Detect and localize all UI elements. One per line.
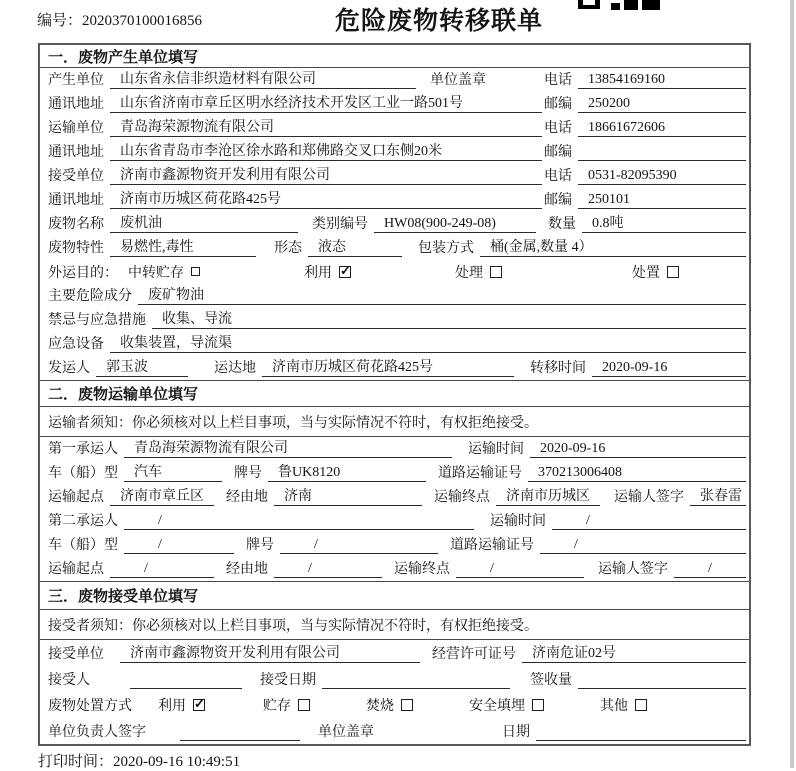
producer-unit-label: 产生单位 bbox=[48, 73, 104, 88]
producer-zip-label: 邮编 bbox=[544, 97, 572, 112]
dispose-checkbox bbox=[667, 266, 679, 278]
scrollbar-track[interactable] bbox=[790, 0, 794, 768]
page-title: 危险废物转移联单 bbox=[334, 7, 543, 35]
treat-checkbox bbox=[490, 266, 502, 278]
transporter-unit-label: 运输单位 bbox=[48, 121, 104, 136]
producer-unit-value: 山东省永信非织造材料有限公司 bbox=[110, 68, 416, 89]
checkbox-label: 其他 bbox=[600, 699, 628, 714]
receiver-zip-value: 250101 bbox=[578, 192, 746, 209]
business-permit-label: 经营许可证号 bbox=[432, 647, 516, 662]
received-amount-label: 签收量 bbox=[530, 673, 572, 688]
receiver-unit-label: 接受单位 bbox=[48, 169, 104, 184]
packing-label: 包装方式 bbox=[418, 241, 474, 256]
section2-header: 二．废物运输单位填写 bbox=[40, 380, 749, 407]
checkbox-label: 处理 bbox=[455, 266, 483, 281]
manifest-form-table bbox=[38, 43, 751, 746]
signoff-date-value bbox=[536, 724, 746, 741]
receiver-zip-label: 邮编 bbox=[544, 193, 572, 208]
purpose-option-transfer-storage bbox=[128, 262, 200, 282]
responsible-sign-label: 单位负责人签字 bbox=[48, 725, 146, 740]
transfer-purpose-label: 外运目的： bbox=[48, 266, 118, 281]
route1-sign-value: 张春雷 bbox=[690, 485, 746, 506]
destination-label: 运达地 bbox=[214, 361, 256, 376]
receiver-seal-label: 单位盖章 bbox=[318, 725, 374, 740]
route1-via-value: 济南 bbox=[274, 485, 422, 506]
route1-row bbox=[40, 485, 749, 509]
receiver-address-value: 济南市历城区荷花路425号 bbox=[110, 188, 542, 209]
producer-address-label: 通讯地址 bbox=[48, 97, 104, 112]
disposal-landfill-checkbox bbox=[532, 699, 544, 711]
disposal-option-incinerate bbox=[366, 695, 413, 715]
receiving-unit-value: 济南市鑫源物资开发利用有限公司 bbox=[120, 642, 420, 663]
signoff-date-label: 日期 bbox=[502, 725, 530, 740]
qr-block bbox=[611, 3, 620, 10]
emergency-equipment-row bbox=[40, 332, 749, 356]
receiving-unit-row bbox=[40, 640, 749, 666]
purpose-option-recycle bbox=[304, 262, 351, 282]
waste-traits-label: 废物特性 bbox=[48, 241, 104, 256]
form-state-value: 液态 bbox=[308, 236, 402, 257]
receiver-person-value bbox=[130, 672, 242, 689]
qr-block bbox=[624, 0, 638, 10]
transporter-phone-label: 电话 bbox=[544, 121, 572, 136]
road-permit2-label: 道路运输证号 bbox=[450, 538, 534, 553]
receive-date-label: 接受日期 bbox=[260, 673, 316, 688]
first-carrier-label: 第一承运人 bbox=[48, 442, 118, 457]
transporter-notice-text: 你必须核对以上栏目事项，当与实际情况不符时，有权拒绝接受。 bbox=[132, 415, 538, 431]
receiver-unit-value: 济南市鑫源物资开发利用有限公司 bbox=[110, 164, 542, 185]
producer-address-value: 山东省济南市章丘区明水经济技术开发区工业一路501号 bbox=[110, 92, 542, 113]
waste-traits-row bbox=[40, 236, 749, 260]
receiver-person-row bbox=[40, 666, 749, 692]
disposal-method-label: 废物处置方式 bbox=[48, 699, 132, 714]
vehicle-type1-row bbox=[40, 461, 749, 485]
transfer-storage-checkbox bbox=[191, 267, 200, 276]
producer-zip-value: 250200 bbox=[578, 96, 746, 113]
receive-date-value bbox=[322, 672, 510, 689]
purpose-option-dispose bbox=[632, 262, 679, 282]
checkbox-label: 利用 bbox=[304, 266, 332, 281]
producer-phone-label: 电话 bbox=[544, 73, 572, 88]
route1-end-label: 运输终点 bbox=[434, 490, 490, 505]
transporter-notice-label: 运输者须知： bbox=[48, 415, 132, 431]
route1-start-label: 运输起点 bbox=[48, 490, 104, 505]
receiver-notice-row bbox=[40, 610, 749, 640]
print-time-label: 打印时间： bbox=[38, 754, 114, 770]
disposal-other-checkbox bbox=[635, 699, 647, 711]
emergency-measures-row bbox=[40, 308, 749, 332]
dispatcher-label: 发运人 bbox=[48, 361, 90, 376]
recycle-checkbox bbox=[339, 266, 351, 278]
transfer-time-label: 转移时间 bbox=[530, 361, 586, 376]
category-code-label: 类别编号 bbox=[312, 217, 368, 232]
unit-seal-label: 单位盖章 bbox=[430, 73, 486, 88]
road-permit1-value: 370213006408 bbox=[528, 465, 746, 482]
disposal-option-landfill bbox=[469, 695, 544, 715]
disposal-method-row bbox=[40, 692, 749, 718]
checkbox-label: 安全填埋 bbox=[469, 699, 525, 714]
plate2-value: / bbox=[280, 537, 438, 554]
vehicle-type1-label: 车（船）型 bbox=[48, 466, 118, 481]
plate1-value: 鲁UK8120 bbox=[268, 461, 426, 482]
plate2-label: 牌号 bbox=[246, 538, 274, 553]
route2-sign-value: / bbox=[674, 561, 746, 578]
route1-start-value: 济南市章丘区 bbox=[110, 485, 214, 506]
transport-time2-label: 运输时间 bbox=[490, 514, 546, 529]
receiver-phone-value: 0531-82095390 bbox=[578, 168, 746, 185]
destination-value: 济南市历城区荷花路425号 bbox=[262, 356, 514, 377]
disposal-recycle-checkbox bbox=[193, 699, 205, 711]
route2-end-label: 运输终点 bbox=[394, 562, 450, 577]
route2-via-label: 经由地 bbox=[226, 562, 268, 577]
route2-end-value: / bbox=[456, 561, 584, 578]
first-carrier-value: 青岛海荣源物流有限公司 bbox=[124, 437, 452, 458]
producer-phone-value: 13854169160 bbox=[578, 72, 746, 89]
transfer-time-value: 2020-09-16 bbox=[592, 360, 746, 377]
receiving-unit-label: 接受单位 bbox=[48, 647, 104, 662]
receiver-unit-row bbox=[40, 164, 749, 188]
serial-label: 编号： bbox=[37, 13, 83, 29]
transfer-purpose-row bbox=[40, 260, 749, 284]
business-permit-value: 济南危证02号 bbox=[522, 642, 746, 663]
dispatcher-row bbox=[40, 356, 749, 380]
checkbox-label: 处置 bbox=[632, 266, 660, 281]
vehicle-type2-label: 车（船）型 bbox=[48, 538, 118, 553]
first-carrier-row bbox=[40, 437, 749, 461]
checkbox-label: 中转贮存 bbox=[128, 266, 184, 281]
signoff-row bbox=[40, 718, 749, 744]
second-carrier-row bbox=[40, 509, 749, 533]
second-carrier-value: / bbox=[124, 513, 474, 530]
plate1-label: 牌号 bbox=[234, 466, 262, 481]
disposal-option-recycle bbox=[158, 695, 205, 715]
category-code-value: HW08(900-249-08) bbox=[374, 216, 536, 233]
emergency-equipment-value: 收集装置，导流渠 bbox=[110, 332, 746, 353]
route2-start-label: 运输起点 bbox=[48, 562, 104, 577]
responsible-sign-value bbox=[180, 724, 300, 741]
dispatcher-value: 郭玉波 bbox=[96, 356, 188, 377]
hazard-component-row bbox=[40, 284, 749, 308]
receiver-address-row bbox=[40, 188, 749, 212]
transporter-notice-row bbox=[40, 407, 749, 437]
transporter-zip-label: 邮编 bbox=[544, 145, 572, 160]
transporter-address-row bbox=[40, 140, 749, 164]
road-permit1-label: 道路运输证号 bbox=[438, 466, 522, 481]
vehicle-type2-value: / bbox=[124, 537, 234, 554]
hazard-component-value: 废矿物油 bbox=[138, 284, 746, 305]
route2-via-value: / bbox=[274, 561, 382, 578]
route2-sign-label: 运输人签字 bbox=[598, 562, 668, 577]
emergency-measures-value: 收集、导流 bbox=[152, 308, 746, 329]
receiver-notice-label: 接受者须知： bbox=[48, 618, 132, 634]
disposal-storage-checkbox bbox=[298, 699, 310, 711]
transporter-unit-value: 青岛海荣源物流有限公司 bbox=[110, 116, 542, 137]
form-state-label: 形态 bbox=[274, 241, 302, 256]
vehicle-type1-value: 汽车 bbox=[124, 461, 222, 482]
section1-header: 一．废物产生单位填写 bbox=[40, 45, 749, 68]
disposal-option-other bbox=[600, 695, 647, 715]
producer-unit-row bbox=[40, 68, 749, 92]
waste-name-label: 废物名称 bbox=[48, 217, 104, 232]
qr-block bbox=[642, 0, 660, 10]
checkbox-label: 焚烧 bbox=[366, 699, 394, 714]
serial-value: 2020370100016856 bbox=[82, 13, 203, 29]
qr-code-icon bbox=[578, 0, 662, 10]
quantity-label: 数量 bbox=[548, 217, 576, 232]
waste-name-value: 废机油 bbox=[110, 212, 298, 233]
emergency-measures-label: 禁忌与应急措施 bbox=[48, 313, 146, 328]
route2-start-value: / bbox=[110, 561, 214, 578]
vehicle-type2-row bbox=[40, 533, 749, 557]
emergency-equipment-label: 应急设备 bbox=[48, 337, 104, 352]
transport-time2-value: / bbox=[552, 513, 746, 530]
producer-address-row bbox=[40, 92, 749, 116]
transporter-phone-value: 18661672606 bbox=[578, 120, 746, 137]
transporter-zip-value bbox=[578, 144, 746, 161]
receiver-person-label: 接受人 bbox=[48, 673, 90, 688]
print-time-value: 2020-09-16 10:49:51 bbox=[113, 754, 241, 770]
quantity-value: 0.8吨 bbox=[582, 212, 746, 233]
road-permit2-value: / bbox=[540, 537, 746, 554]
route1-via-label: 经由地 bbox=[226, 490, 268, 505]
transporter-unit-row bbox=[40, 116, 749, 140]
section3-header: 三．废物接受单位填写 bbox=[40, 581, 749, 610]
transporter-address-value: 山东省青岛市李沧区徐水路和郑佛路交叉口东侧20米 bbox=[110, 140, 542, 161]
purpose-option-treat bbox=[455, 262, 502, 282]
checkbox-label: 贮存 bbox=[263, 699, 291, 714]
waste-traits-value: 易燃性,毒性 bbox=[110, 236, 256, 257]
transport-time1-label: 运输时间 bbox=[468, 442, 524, 457]
qr-block bbox=[578, 0, 600, 9]
receiver-phone-label: 电话 bbox=[544, 169, 572, 184]
transporter-address-label: 通讯地址 bbox=[48, 145, 104, 160]
transport-time1-value: 2020-09-16 bbox=[530, 441, 746, 458]
waste-name-row bbox=[40, 212, 749, 236]
disposal-option-storage bbox=[263, 695, 310, 715]
route1-sign-label: 运输人签字 bbox=[614, 490, 684, 505]
route2-row bbox=[40, 557, 749, 581]
receiver-address-label: 通讯地址 bbox=[48, 193, 104, 208]
packing-value: 桶(金属,数量 4） bbox=[480, 236, 746, 257]
received-amount-value bbox=[578, 672, 746, 689]
route1-end-value: 济南市历城区 bbox=[496, 485, 600, 506]
disposal-incinerate-checkbox bbox=[401, 699, 413, 711]
checkbox-label: 利用 bbox=[158, 699, 186, 714]
second-carrier-label: 第二承运人 bbox=[48, 514, 118, 529]
receiver-notice-text: 你必须核对以上栏目事项，当与实际情况不符时，有权拒绝接受。 bbox=[132, 618, 538, 634]
hazard-component-label: 主要危险成分 bbox=[48, 289, 132, 304]
